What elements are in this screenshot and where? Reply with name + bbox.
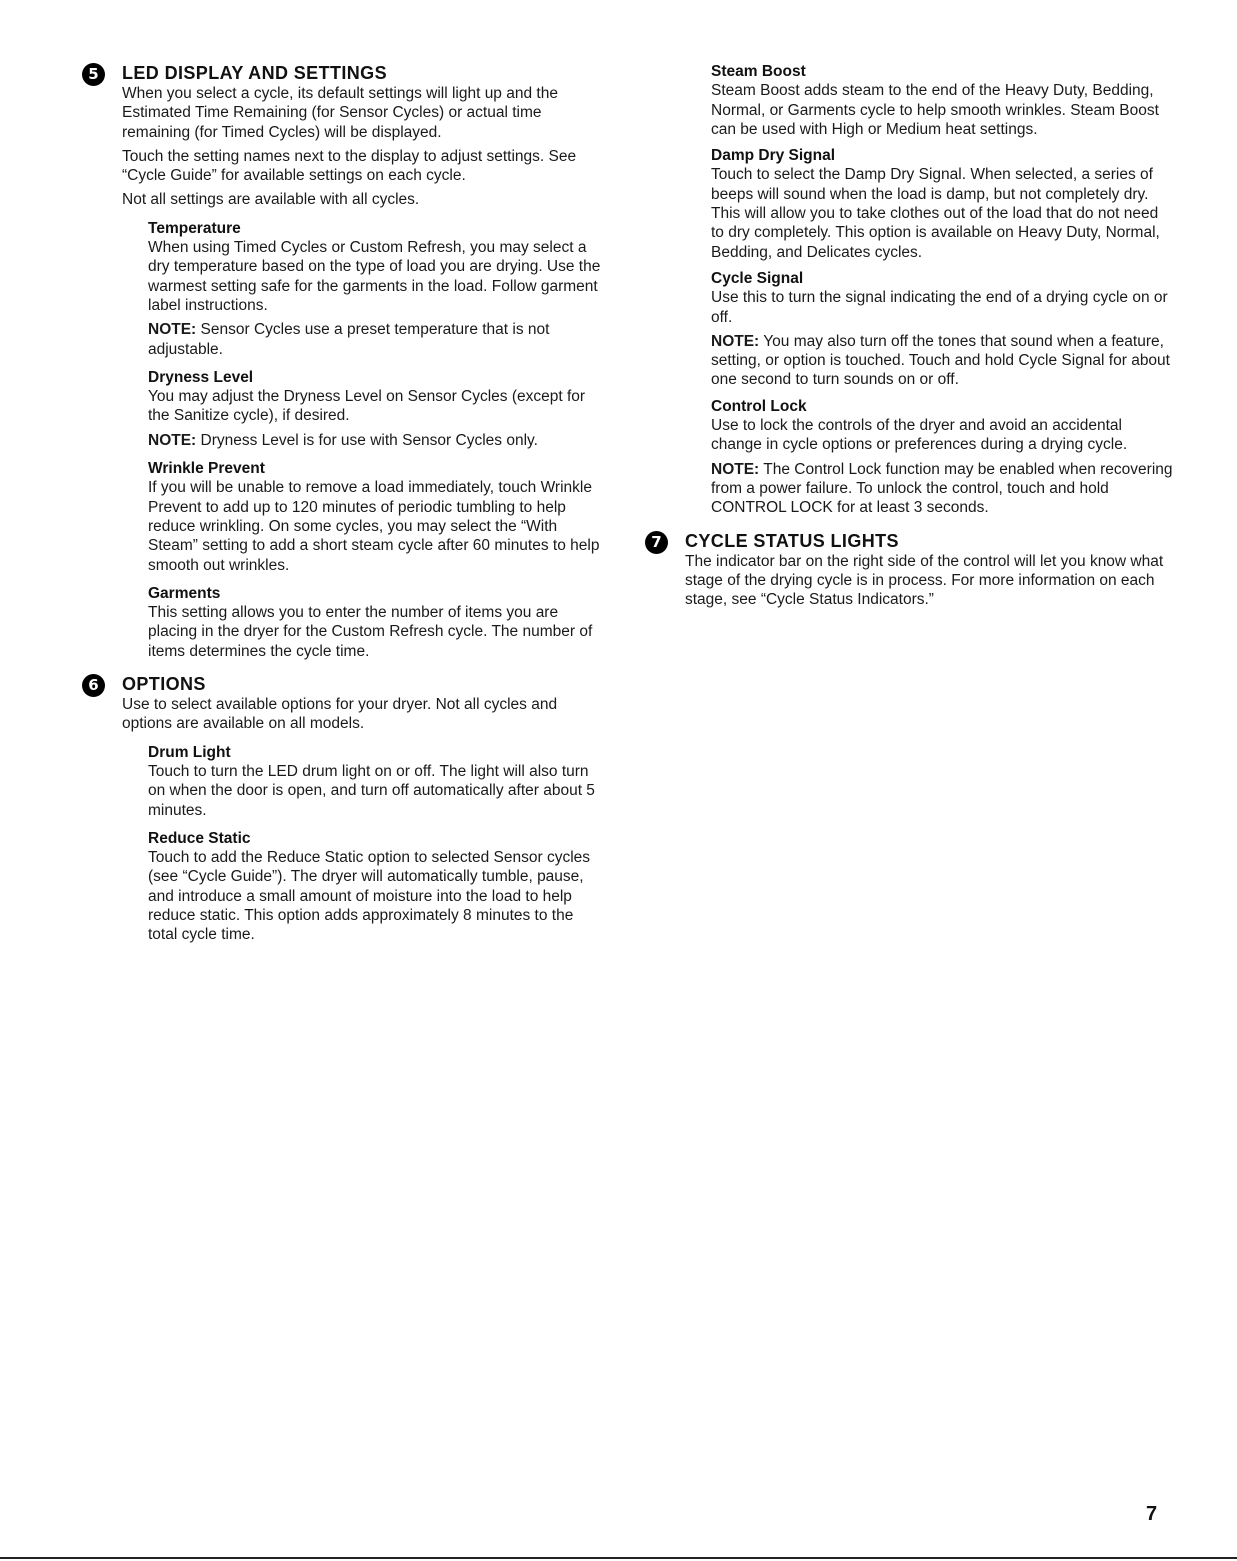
section-options <box>82 673 602 945</box>
cycle-status-paragraph: The indicator bar on the right side of the control will let you know what stage of the drying cycle is in process. For more information on each stage, see “Cycle Status Indicators.” <box>685 552 1164 609</box>
control-lock-text: Use to lock the controls of the dryer and avoid an accidental change in cycle options or preferences during a drying cycle. <box>711 417 1128 454</box>
options-intro-paragraph: Use to select available options for your dryer. Not all cycles and options are available on all models. <box>122 696 558 733</box>
subsection-temperature <box>148 219 602 359</box>
subsection-drum-light <box>148 743 602 820</box>
subsection-control-lock <box>711 397 1175 518</box>
cycle-signal-text: Use this to turn the signal indicating the end of a drying cycle on or off. <box>711 289 1168 326</box>
note-text: Dryness Level is for use with Sensor Cycles only. <box>196 431 538 449</box>
subsection-reduce-static <box>148 829 602 945</box>
section-led-display-settings <box>82 62 602 661</box>
subsection-dryness-level <box>148 368 602 450</box>
subsection-title-temperature: Temperature <box>148 219 241 237</box>
note-label: NOTE: <box>148 321 197 339</box>
steam-boost-text: Steam Boost adds steam to the end of the Heavy Duty, Bedding, Normal, or Garments cycle to help smooth wrinkles. Steam Boost can be used with High or Medium heat settings. <box>711 82 1159 138</box>
subsection-title-reduce-static: Reduce Static <box>148 829 251 847</box>
damp-dry-text: Touch to select the Damp Dry Signal. When selected, a series of beeps will sound when the load is damp, but not completely dry. This will allow you to take clothes out of the load that do not need to dry completely. This option is available on Heavy Duty, Normal, Bedding, and Delicates cycles. <box>711 166 1160 261</box>
subsection-damp-dry-signal <box>711 146 1175 262</box>
led-availability-paragraph: Not all settings are available with all cycles. <box>122 191 420 209</box>
subsection-title-wrinkle-prevent: Wrinkle Prevent <box>148 460 265 478</box>
note-label: NOTE: <box>148 431 197 449</box>
right-column <box>645 62 1175 614</box>
subsection-title-dryness-level: Dryness Level <box>148 368 254 386</box>
subsection-wrinkle-prevent <box>148 459 602 575</box>
drum-light-text: Touch to turn the LED drum light on or off. The light will also turn on when the door is open, and turn off automatically after about 5 minutes. <box>148 762 595 819</box>
garments-text: This setting allows you to enter the number of items you are placing in the dryer for the Custom Refresh cycle. The number of items determines the cycle time. <box>148 604 593 660</box>
temperature-note <box>148 320 602 359</box>
options-continued <box>645 62 1175 518</box>
cycle-signal-note <box>711 332 1175 390</box>
note-label: NOTE: <box>711 332 760 350</box>
subsection-steam-boost <box>711 62 1175 139</box>
section-title-options: OPTIONS <box>122 674 206 695</box>
subsection-cycle-signal <box>711 269 1175 390</box>
subsection-title-garments: Garments <box>148 584 221 602</box>
subsection-garments <box>148 584 602 661</box>
section-title-cycle-status-lights: CYCLE STATUS LIGHTS <box>685 530 899 551</box>
page-number: 7 <box>1146 1503 1158 1525</box>
wrinkle-text: If you will be unable to remove a load immediately, touch Wrinkle Prevent to add up to 120 minutes of periodic tumbling to help reduce wrinkling. On some cycles, you may select the “With Steam” setting to add a short steam cycle after 60 minutes to help smooth out wrinkles. <box>148 479 600 574</box>
note-text: You may also turn off the tones that sound when a feature, setting, or option is touched. Touch and hold Cycle Signal for about one second to turn sounds on or off. <box>711 332 1170 389</box>
section-cycle-status-lights <box>645 530 1175 610</box>
dryness-text: You may adjust the Dryness Level on Sensor Cycles (except for the Sanitize cycle), if desired. <box>148 388 586 425</box>
section-number-6-badge: 6 <box>82 674 105 697</box>
led-adjust-paragraph: Touch the setting names next to the display to adjust settings. See “Cycle Guide” for available settings on each cycle. <box>122 147 577 185</box>
control-lock-note <box>711 460 1175 518</box>
note-label: NOTE: <box>711 460 760 478</box>
subsection-title-cycle-signal: Cycle Signal <box>711 269 804 287</box>
subsection-title-drum-light: Drum Light <box>148 743 231 761</box>
subsection-title-steam-boost: Steam Boost <box>711 63 806 80</box>
bottom-rule <box>0 1557 1237 1559</box>
subsection-title-control-lock: Control Lock <box>711 397 807 415</box>
subsection-title-damp-dry-signal: Damp Dry Signal <box>711 147 836 165</box>
reduce-static-text: Touch to add the Reduce Static option to selected Sensor cycles (see “Cycle Guide”). The dryer will automatically tumble, pause, and introduce a small amount of moisture into the load to help reduce static. This option adds approximately 8 minutes to the total cycle time. <box>148 849 591 944</box>
note-text: Sensor Cycles use a preset temperature that is not adjustable. <box>148 321 550 358</box>
dryness-note <box>148 431 602 450</box>
temperature-text: When using Timed Cycles or Custom Refresh, you may select a dry temperature based on the type of load you are drying. Use the warmest setting safe for the garments in the load. Follow garment label instructions. <box>148 239 601 314</box>
section-number-5-badge: 5 <box>82 63 105 86</box>
led-intro-paragraph: When you select a cycle, its default settings will light up and the Estimated Time Remaining (for Sensor Cycles) or actual time remaining (for Timed Cycles) will be displayed. <box>122 85 558 141</box>
note-text: The Control Lock function may be enabled when recovering from a power failure. To unlock the control, touch and hold CONTROL LOCK for at least 3 seconds. <box>711 460 1173 517</box>
left-column <box>82 62 602 950</box>
section-number-7-badge: 7 <box>645 531 668 554</box>
section-title-led-display: LED DISPLAY AND SETTINGS <box>122 63 387 83</box>
